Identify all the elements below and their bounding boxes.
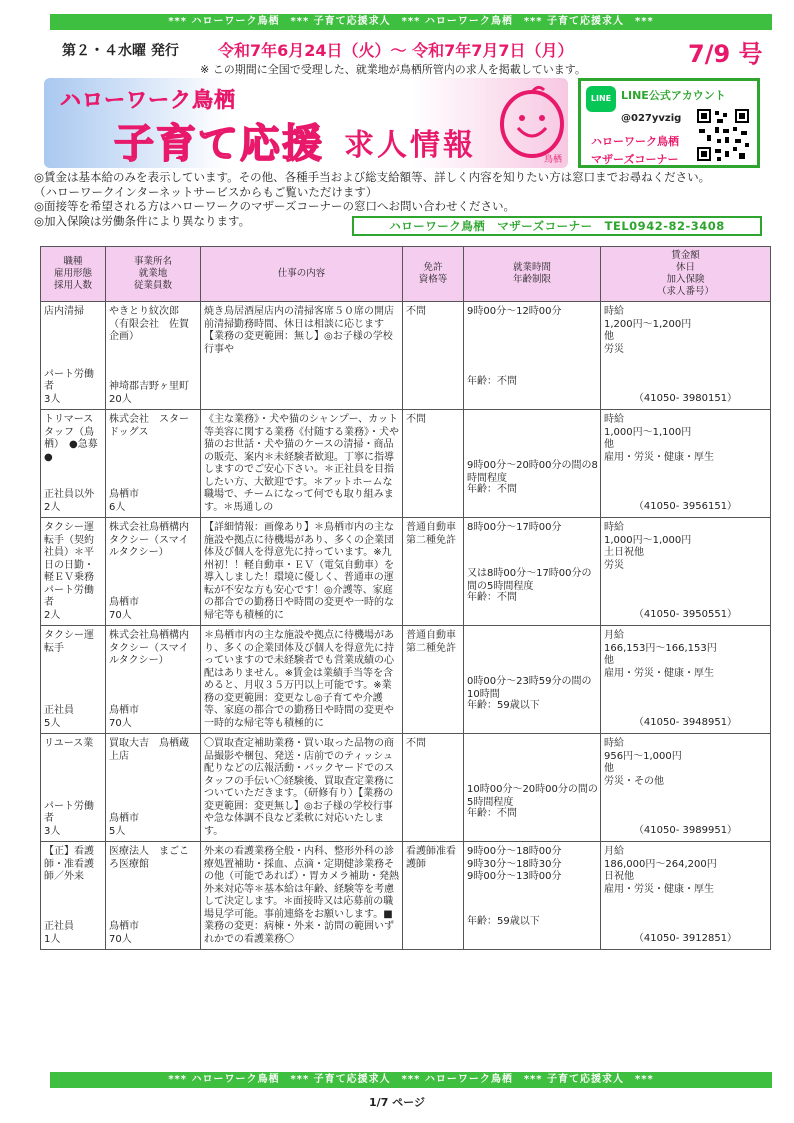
- company-name: 医療法人 まごころ医療館: [109, 846, 189, 870]
- title-office: ハローワーク鳥栖: [60, 88, 236, 112]
- license: 不問: [406, 414, 426, 425]
- title-banner: [44, 78, 568, 168]
- location-employees: 鳥栖市 70人: [109, 921, 139, 945]
- table-row[interactable]: [41, 518, 771, 626]
- header-hours: 就業時間 年齢制限: [464, 247, 601, 302]
- job-number[interactable]: （41050- 3948951）: [633, 716, 738, 728]
- company-name: 買取大吉 鳥栖蔵上店: [109, 738, 189, 762]
- job-title: タクシー運転手: [44, 630, 94, 654]
- job-table: [40, 246, 771, 950]
- company-name: 株式会社鳥栖構内タクシー（スマイルタクシー）: [109, 522, 189, 558]
- job-number[interactable]: （41050- 3980151）: [633, 392, 738, 404]
- note-line: ◎加入保険は労働条件により異なります。: [34, 213, 251, 228]
- table-row[interactable]: [41, 734, 771, 842]
- wage-info: 時給 1,200円～1,200円 他 労災: [604, 306, 692, 355]
- header-job: 仕事の内容: [201, 247, 403, 302]
- employment-hires: パート労働者 2人: [44, 584, 94, 621]
- line-id: @027yvzig: [621, 113, 682, 124]
- line-office: ハローワーク鳥栖: [591, 135, 679, 148]
- age-limit: 年齢：59歳以下: [467, 916, 540, 927]
- issue-number: 7/9 号: [688, 40, 763, 68]
- note-line: （ハローワークインターネットサービスからもご覧いただけます）: [34, 184, 378, 199]
- issue-schedule: 第２・４水曜 発行: [62, 43, 179, 59]
- age-limit: 年齢：不問: [467, 484, 517, 495]
- license: 看護師准看護師: [406, 846, 456, 870]
- job-title: タクシー運転手（契約社員）＊平日の日勤・軽ＥＶ乗務: [44, 522, 94, 583]
- location-employees: 鳥栖市 70人: [109, 705, 139, 729]
- employment-hires: パート労働者 3人: [44, 368, 94, 405]
- header-wage: 賃金額 休日 加入保険 （求人番号）: [601, 247, 771, 302]
- line-title: LINE公式アカウント: [621, 89, 726, 102]
- job-description: 焼き鳥居酒屋店内の清掃客席５０席の開店前清掃勤務時間、休日は相談に応じます【業務の変更範囲：無し】◎お子様の学校行事や: [204, 306, 394, 355]
- page-number: 1/7 ページ: [369, 1096, 425, 1109]
- line-corner: マザーズコーナー: [591, 153, 679, 166]
- age-limit: 年齢：59歳以下: [467, 700, 540, 711]
- table-header-row: [41, 247, 771, 302]
- note-line: ◎賃金は基本給のみを表示しています。その他、各種手当および総支給額等、詳しく内容を知りたい方は窓口までお尋ねください。: [34, 170, 711, 184]
- job-description: 外来の看護業務全般・内科、整形外科の診療処置補助・採血、点滴・定期健診業務その他（可能であれば）・胃カメラ補助・発熱外来対応等＊基本給は年齢、経験等を考慮して決定します。＊面接時又は応募前の職場見学可能。事前連絡をお願いします。■業務の変更：病棟・外来・訪問の範囲いずれかでの看護業務〇: [204, 846, 399, 945]
- wage-info: 時給 956円～1,000円 他 労災・その他: [604, 738, 682, 787]
- qr-code-icon[interactable]: [695, 107, 751, 163]
- job-title: 【正】看護師・准看護師／外来: [44, 846, 94, 882]
- job-number[interactable]: （41050- 3989951）: [633, 824, 738, 836]
- wage-info: 時給 1,000円～1,000円 土日祝他 労災: [604, 522, 692, 571]
- bottom-banner: *** ハローワーク鳥栖 *** 子育て応援求人 *** ハローワーク鳥栖 *** 子育て応援求人 ***: [50, 1072, 772, 1088]
- line-account-box: [578, 78, 760, 168]
- employment-hires: 正社員以外 2人: [44, 489, 94, 513]
- work-hours: 0時00分～23時59分の間の10時間: [467, 676, 592, 700]
- job-description: 《主な業務》・犬や猫のシャンプー、カット等美容に関する業務《付随する業務》・犬や猫のお世話・犬や猫のケースの清掃・商品の販売、案内＊未経験者歓迎。丁寧に指導しますのでご安心下さい。＊正社員を目指したい方、大歓迎です。＊アットホームな職場で、チームになって何でも取り組みます。＊馬通しの: [204, 414, 399, 513]
- mascot-logo-icon: [494, 84, 570, 166]
- line-app-icon: LINE: [586, 86, 616, 112]
- wage-info: 月給 166,153円～166,153円 他 雇用・労災・健康・厚生: [604, 630, 717, 679]
- table-row[interactable]: [41, 410, 771, 518]
- work-hours: 10時00分～20時00分の間の5時間程度: [467, 784, 598, 808]
- employment-hires: 正社員 1人: [44, 921, 74, 945]
- employment-hires: 正社員 5人: [44, 705, 74, 729]
- company-name: 株式会社鳥栖構内タクシー（スマイルタクシー）: [109, 630, 189, 666]
- header-type: 職種 雇用形態 採用人数: [41, 247, 106, 302]
- location-employees: 鳥栖市 5人: [109, 813, 139, 837]
- company-name: 株式会社 スタードッグス: [109, 414, 189, 438]
- title-sub: 求人情報: [344, 128, 476, 163]
- wage-info: 時給 1,000円～1,100円 他 雇用・労災・健康・厚生: [604, 414, 714, 463]
- license: 不問: [406, 306, 426, 317]
- job-number[interactable]: （41050- 3912851）: [633, 932, 738, 944]
- work-hours: 9時00分～12時00分: [467, 306, 562, 317]
- age-limit: 年齢：不問: [467, 376, 517, 387]
- license: 普通自動車第二種免許: [406, 522, 456, 546]
- work-hours: 8時00分～17時00分: [467, 522, 562, 533]
- job-description: ＊鳥栖市内の主な施設や拠点に待機場があり、多くの企業団体及び個人を得意先に持っていますので未経験者でも営業成績の心配はありません。※賃金は業績手当等を含めると、月収３５万円以上可能です。※業務の変更範囲：変更なし◎子育てや介護等、家庭の都合での勤務日や時間の変更や一時的な帰宅等も積極的に: [204, 630, 394, 729]
- age-limit: 年齢：不問: [467, 592, 517, 603]
- title-main: 子育て応援: [114, 121, 324, 167]
- age-limit: 年齢：不問: [467, 808, 517, 819]
- company-name: やきとり紋次郎（有限会社 佐賀企画）: [109, 306, 189, 342]
- note-line: ◎面接等を希望される方はハローワークのマザーズコーナーの窓口へお問い合わせください。: [34, 199, 515, 213]
- header-license: 免許 資格等: [403, 247, 464, 302]
- issue-period: 令和7年6月24日（火）～ 令和7年7月7日（月）: [218, 41, 574, 60]
- job-description: 【詳細情報：画像あり】＊鳥栖市内の主な施設や拠点に待機場があり、多くの企業団体及び個人を得意先に持っています。※九州初！！軽自動車・ＥＶ（電気自動車）を導入しました！環境に優しく、普通車の運転が不安な方も安心です！◎介護等、家庭の都合での勤務日や時間の変更や一時的な帰宅等も積極的に: [204, 522, 394, 621]
- job-number[interactable]: （41050- 3950551）: [633, 608, 738, 620]
- table-row[interactable]: [41, 302, 771, 410]
- job-title: トリマースタッフ（鳥栖） ●急募●: [44, 414, 98, 463]
- location-employees: 神埼郡吉野ヶ里町 20人: [109, 381, 189, 405]
- table-row[interactable]: [41, 842, 771, 950]
- job-number[interactable]: （41050- 3956151）: [633, 500, 738, 512]
- location-employees: 鳥栖市 6人: [109, 489, 139, 513]
- job-title: 店内清掃: [44, 306, 84, 317]
- period-note: ※ この期間に全国で受理した、就業地が鳥栖所管内の求人を掲載しています。: [200, 63, 586, 76]
- work-hours: 9時00分～18時00分 9時30分～18時30分 9時00分～13時00分: [467, 846, 562, 882]
- job-title: リユース業: [44, 738, 94, 749]
- location-employees: 鳥栖市 70人: [109, 597, 139, 621]
- top-banner: *** ハローワーク鳥栖 *** 子育て応援求人 *** ハローワーク鳥栖 *** 子育て応援求人 ***: [50, 14, 772, 30]
- employment-hires: パート労働者 3人: [44, 800, 94, 837]
- work-hours-note: 又は8時00分～17時00分の間の5時間程度: [467, 568, 592, 592]
- mascot-label: 鳥栖: [544, 155, 563, 165]
- contact-box: ハローワーク鳥栖 マザーズコーナー TEL0942-82-3408: [352, 216, 762, 236]
- work-hours: 9時00分～20時00分の間の8時間程度: [467, 460, 598, 484]
- license: 不問: [406, 738, 426, 749]
- wage-info: 月給 186,000円～264,200円 日祝他 雇用・労災・健康・厚生: [604, 846, 717, 895]
- header-company: 事業所名 就業地 従業員数: [106, 247, 201, 302]
- job-description: 〇買取査定補助業務・買い取った品物の商品撮影や梱包、発送・店前でのティッシュ配りなどの広報活動・バックヤードでのスタッフの手伝い〇経験後、買取査定業務についていただきます。（研修有り）【業務の変更範囲：変更無し】◎お子様の学校行事や急な体調不良など柔軟に対応いたします。: [204, 738, 394, 837]
- table-row[interactable]: [41, 626, 771, 734]
- license: 普通自動車第二種免許: [406, 630, 456, 654]
